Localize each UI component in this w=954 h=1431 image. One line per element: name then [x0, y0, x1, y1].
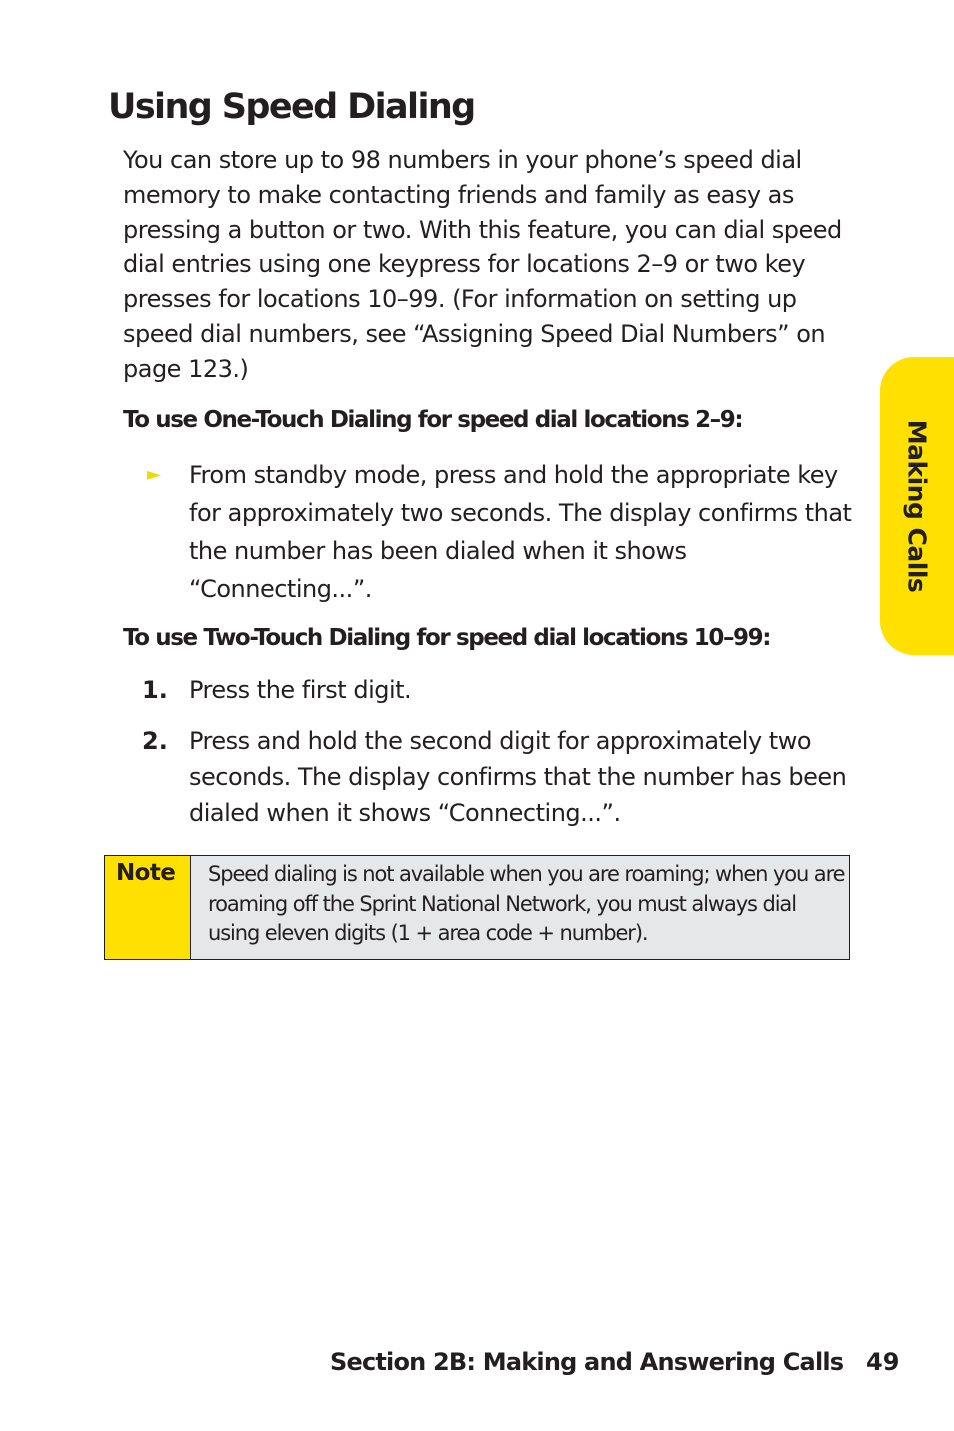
one-touch-bullet-text: From standby mode, press and hold the appropriate key for approximately two seconds. The display confirms that the number has been dialed when it shows “Connecting...”. — [189, 461, 852, 603]
section-side-tab — [880, 357, 954, 655]
triangle-bullet-icon: ► — [147, 464, 161, 485]
two-touch-heading: To use Two-Touch Dialing for speed dial locations 10–99: — [123, 625, 771, 651]
note-label-cell — [105, 856, 191, 959]
note-label: Note — [116, 860, 176, 886]
intro-paragraph: You can store up to 98 numbers in your phone’s speed dial memory to make contacting friends and family as easy as pressing a button or two. With this feature, you can dial speed dial entries using one keypress for locations 2–9 or two key presses for locations 10–99. (For information on setting up speed dial numbers, see “Assigning Speed Dial Numbers” on page 123.) — [123, 146, 842, 383]
step-text: Press and hold the second digit for approximately two seconds. The display confirms that the number has been dialed when it shows “Connecting...”. — [189, 727, 847, 827]
note-content — [191, 856, 849, 959]
step-text: Press the first digit. — [189, 676, 412, 704]
page-title: Using Speed Dialing — [108, 87, 475, 127]
step-number: 2. — [142, 727, 168, 755]
note-text: Speed dialing is not available when you are roaming; when you are roaming off the Sprint National Network, you must always dial using eleven digits (1 + area code + number). — [208, 862, 845, 945]
side-tab-label: Making Calls — [902, 419, 932, 593]
note-box — [104, 855, 850, 960]
step-number: 1. — [142, 676, 168, 704]
one-touch-heading: To use One-Touch Dialing for speed dial locations 2–9: — [123, 407, 743, 433]
page-number: 49 — [866, 1348, 900, 1376]
footer-section-title: Section 2B: Making and Answering Calls — [330, 1348, 844, 1376]
